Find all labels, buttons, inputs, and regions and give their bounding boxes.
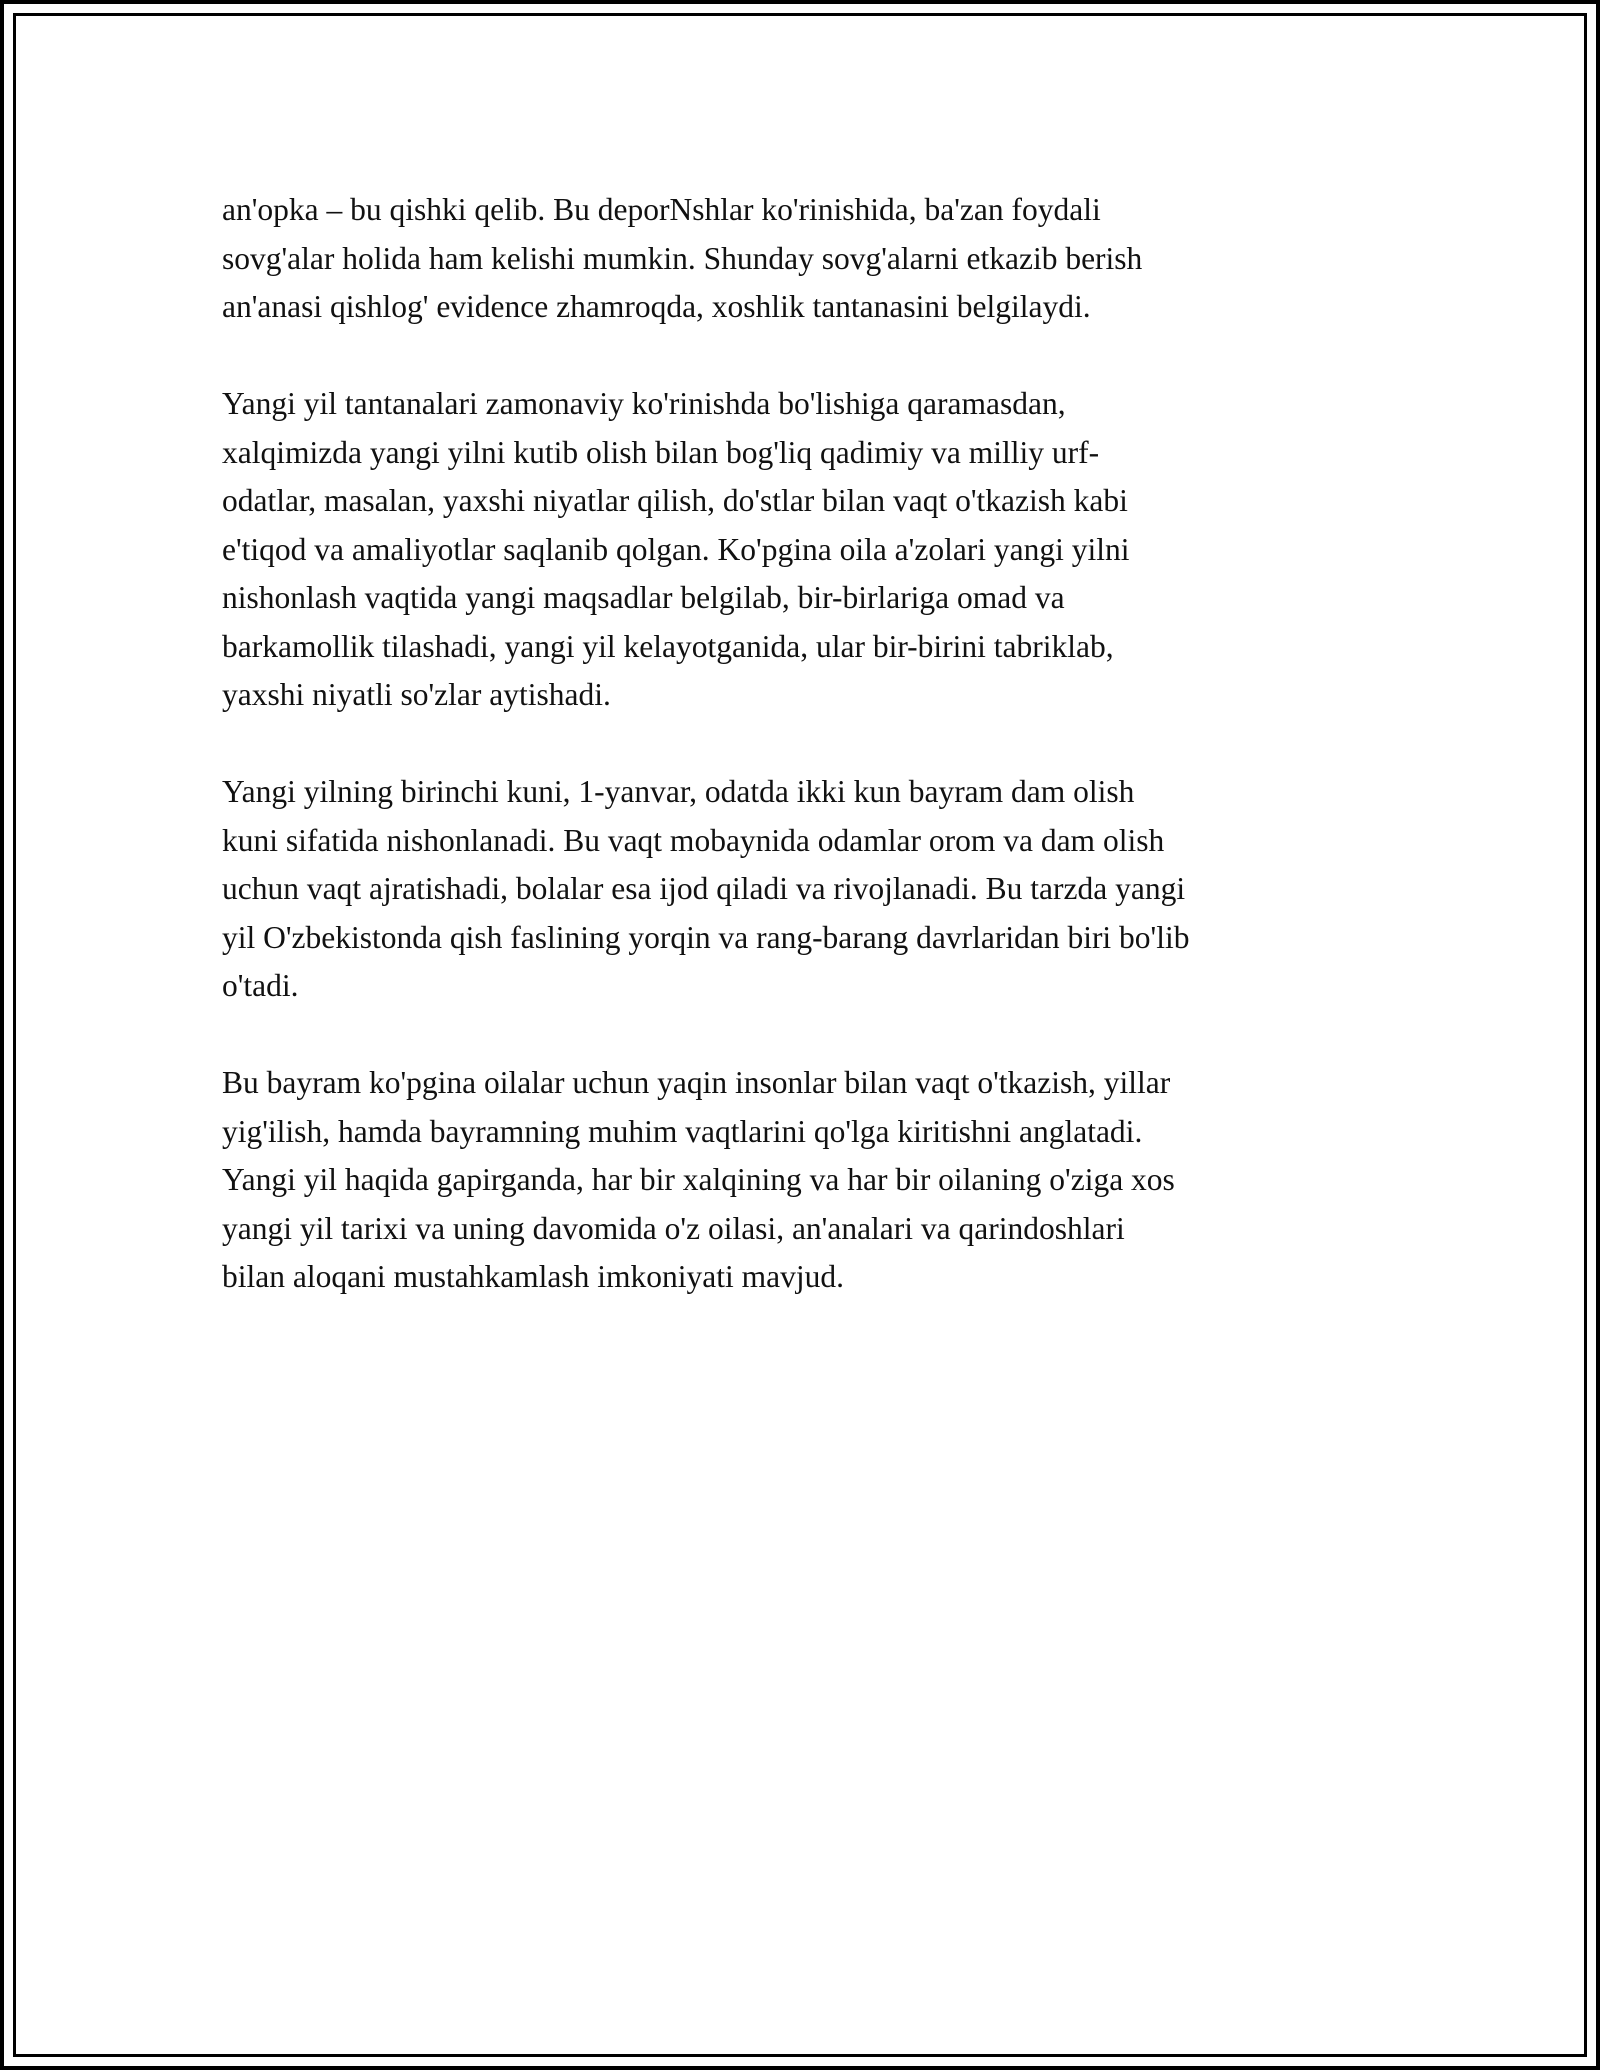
paragraph-1: an'opka – bu qishki qelib. Bu deporNshlar ko'rinishida, ba'zan foydali sovg'alar holida ham kelishi mumkin. Shunday sovg'alarni etkazib berish an'anasi qishlog' evidence zhamroqda, xoshlik tantanasini belgilaydi.	[222, 192, 1143, 324]
document-body	[222, 186, 1382, 1350]
paragraph-2: Yangi yil tantanalari zamonaviy ko'rinishda bo'lishiga qaramasdan, xalqimizda yangi yilni kutib olish bilan bog'liq qadimiy va milliy urf- odatlar, masalan, yaxshi niyatlar qilish, do'stlar bilan vaqt o'tkazish kabi e'tiqod va amaliyotlar saqlanib qolgan. Ko'pgina oila a'zolari yangi yilni nishonlash vaqtida yangi maqsadlar belgilab, bir-birlariga omad va barkamollik tilashadi, yangi yil kelayotganida, ular bir-birini tabriklab, yaxshi niyatli so'zlar aytishadi.	[222, 386, 1130, 712]
paragraph-3: Yangi yilning birinchi kuni, 1-yanvar, odatda ikki kun bayram dam olish kuni sifatida nishonlanadi. Bu vaqt mobaynida odamlar orom va dam olish uchun vaqt ajratishadi, bolalar esa ijod qiladi va rivojlanadi. Bu tarzda yangi yil O'zbekistonda qish faslining yorqin va rang-barang davrlaridan biri bo'lib o'tadi.	[222, 774, 1190, 1003]
paragraph-4: Bu bayram ko'pgina oilalar uchun yaqin insonlar bilan vaqt o'tkazish, yillar yig'ilish, hamda bayramning muhim vaqtlarini qo'lga kiritishni anglatadi. Yangi yil haqida gapirganda, har bir xalqining va har bir oilaning o'ziga xos yangi yil tarixi va uning davomida o'z oilasi, an'analari va qarindoshlari bilan aloqani mustahkamlash imkoniyati mavjud.	[222, 1065, 1175, 1294]
